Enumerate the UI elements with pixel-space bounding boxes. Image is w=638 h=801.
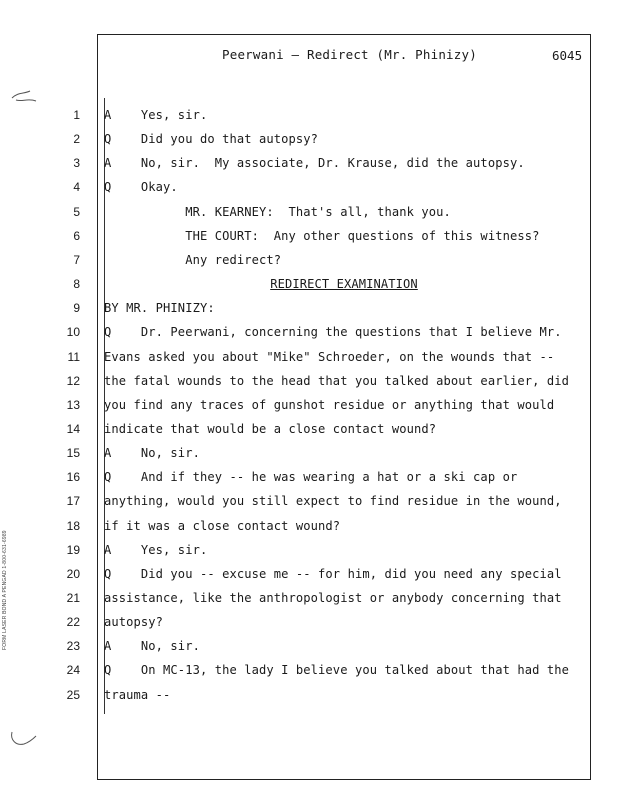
line-number: 3 xyxy=(73,156,80,171)
transcript-line: indicate that would be a close contact wound? xyxy=(104,421,437,436)
transcript-line xyxy=(0,277,638,291)
transcript-line: Q Did you -- excuse me -- for him, did you need any special xyxy=(104,566,562,581)
transcript-line: Q Did you do that autopsy? xyxy=(104,132,319,147)
line-number: 11 xyxy=(67,349,80,364)
line-number: 2 xyxy=(73,132,80,147)
line-number: 4 xyxy=(73,180,80,195)
line-number: 23 xyxy=(66,639,80,654)
transcript-line: assistance, like the anthropologist or anybody concerning that xyxy=(104,591,562,605)
transcript-line: you find any traces of gunshot residue or anything that would xyxy=(104,397,555,412)
transcript-line: BY MR. PHINIZY: xyxy=(104,301,215,316)
line-number: 21 xyxy=(66,591,80,605)
line-number: 5 xyxy=(73,204,80,219)
transcript-line: Q On MC-13, the lady I believe you talked about that had the xyxy=(104,663,570,678)
transcript-line: the fatal wounds to the head that you talked about earlier, did xyxy=(104,373,570,388)
line-number: 1 xyxy=(73,108,80,122)
line-number: 6 xyxy=(73,228,80,243)
line-number: 16 xyxy=(66,470,80,485)
line-number: 15 xyxy=(66,446,80,461)
side-stamp: FORM LASER BOND A PENGAD 1-800-631-6989 xyxy=(2,530,8,650)
transcript-line: A No, sir. My associate, Dr. Krause, did the autopsy. xyxy=(104,156,525,171)
transcript-line: A Yes, sir. xyxy=(104,108,208,122)
margin-scribble-bottom xyxy=(8,728,38,750)
line-number: 18 xyxy=(66,518,80,533)
transcript-line: A No, sir. xyxy=(104,639,200,654)
transcript-line: MR. KEARNEY: That's all, thank you. xyxy=(104,204,451,219)
transcript-line: anything, would you still expect to find residue in the wound, xyxy=(104,494,562,509)
line-number: 7 xyxy=(73,252,80,267)
line-number: 14 xyxy=(66,421,80,436)
page-number: 6045 xyxy=(552,48,583,63)
transcript-line: Evans asked you about "Mike" Schroeder, on the wounds that -- xyxy=(104,349,555,364)
transcript-line: Q Okay. xyxy=(104,180,178,195)
section-heading: REDIRECT EXAMINATION xyxy=(270,277,418,292)
transcript-line: if it was a close contact wound? xyxy=(104,518,341,533)
transcript-line: autopsy? xyxy=(104,615,164,630)
line-number: 17 xyxy=(66,494,80,509)
page-header-title: Peerwani – Redirect (Mr. Phinizy) xyxy=(222,47,477,62)
transcript-line: Q And if they -- he was wearing a hat or a ski cap or xyxy=(104,470,518,485)
line-number: 12 xyxy=(66,373,80,388)
transcript-line: THE COURT: Any other questions of this witness? xyxy=(104,228,540,243)
margin-scribble-top xyxy=(10,88,38,106)
line-number: 20 xyxy=(66,566,80,581)
line-number: 9 xyxy=(73,301,80,316)
transcript-line: A Yes, sir. xyxy=(104,542,208,557)
line-number: 19 xyxy=(66,542,80,557)
line-number: 13 xyxy=(66,397,80,412)
transcript-line: Any redirect? xyxy=(104,252,282,267)
line-number: 24 xyxy=(66,663,80,678)
transcript-line: trauma -- xyxy=(104,687,171,702)
line-number: 25 xyxy=(66,687,80,702)
line-number: 10 xyxy=(66,325,80,340)
line-number: 8 xyxy=(73,277,80,292)
transcript-line: A No, sir. xyxy=(104,446,200,461)
transcript-line: Q Dr. Peerwani, concerning the questions that I believe Mr. xyxy=(104,325,562,340)
line-number: 22 xyxy=(66,615,80,630)
